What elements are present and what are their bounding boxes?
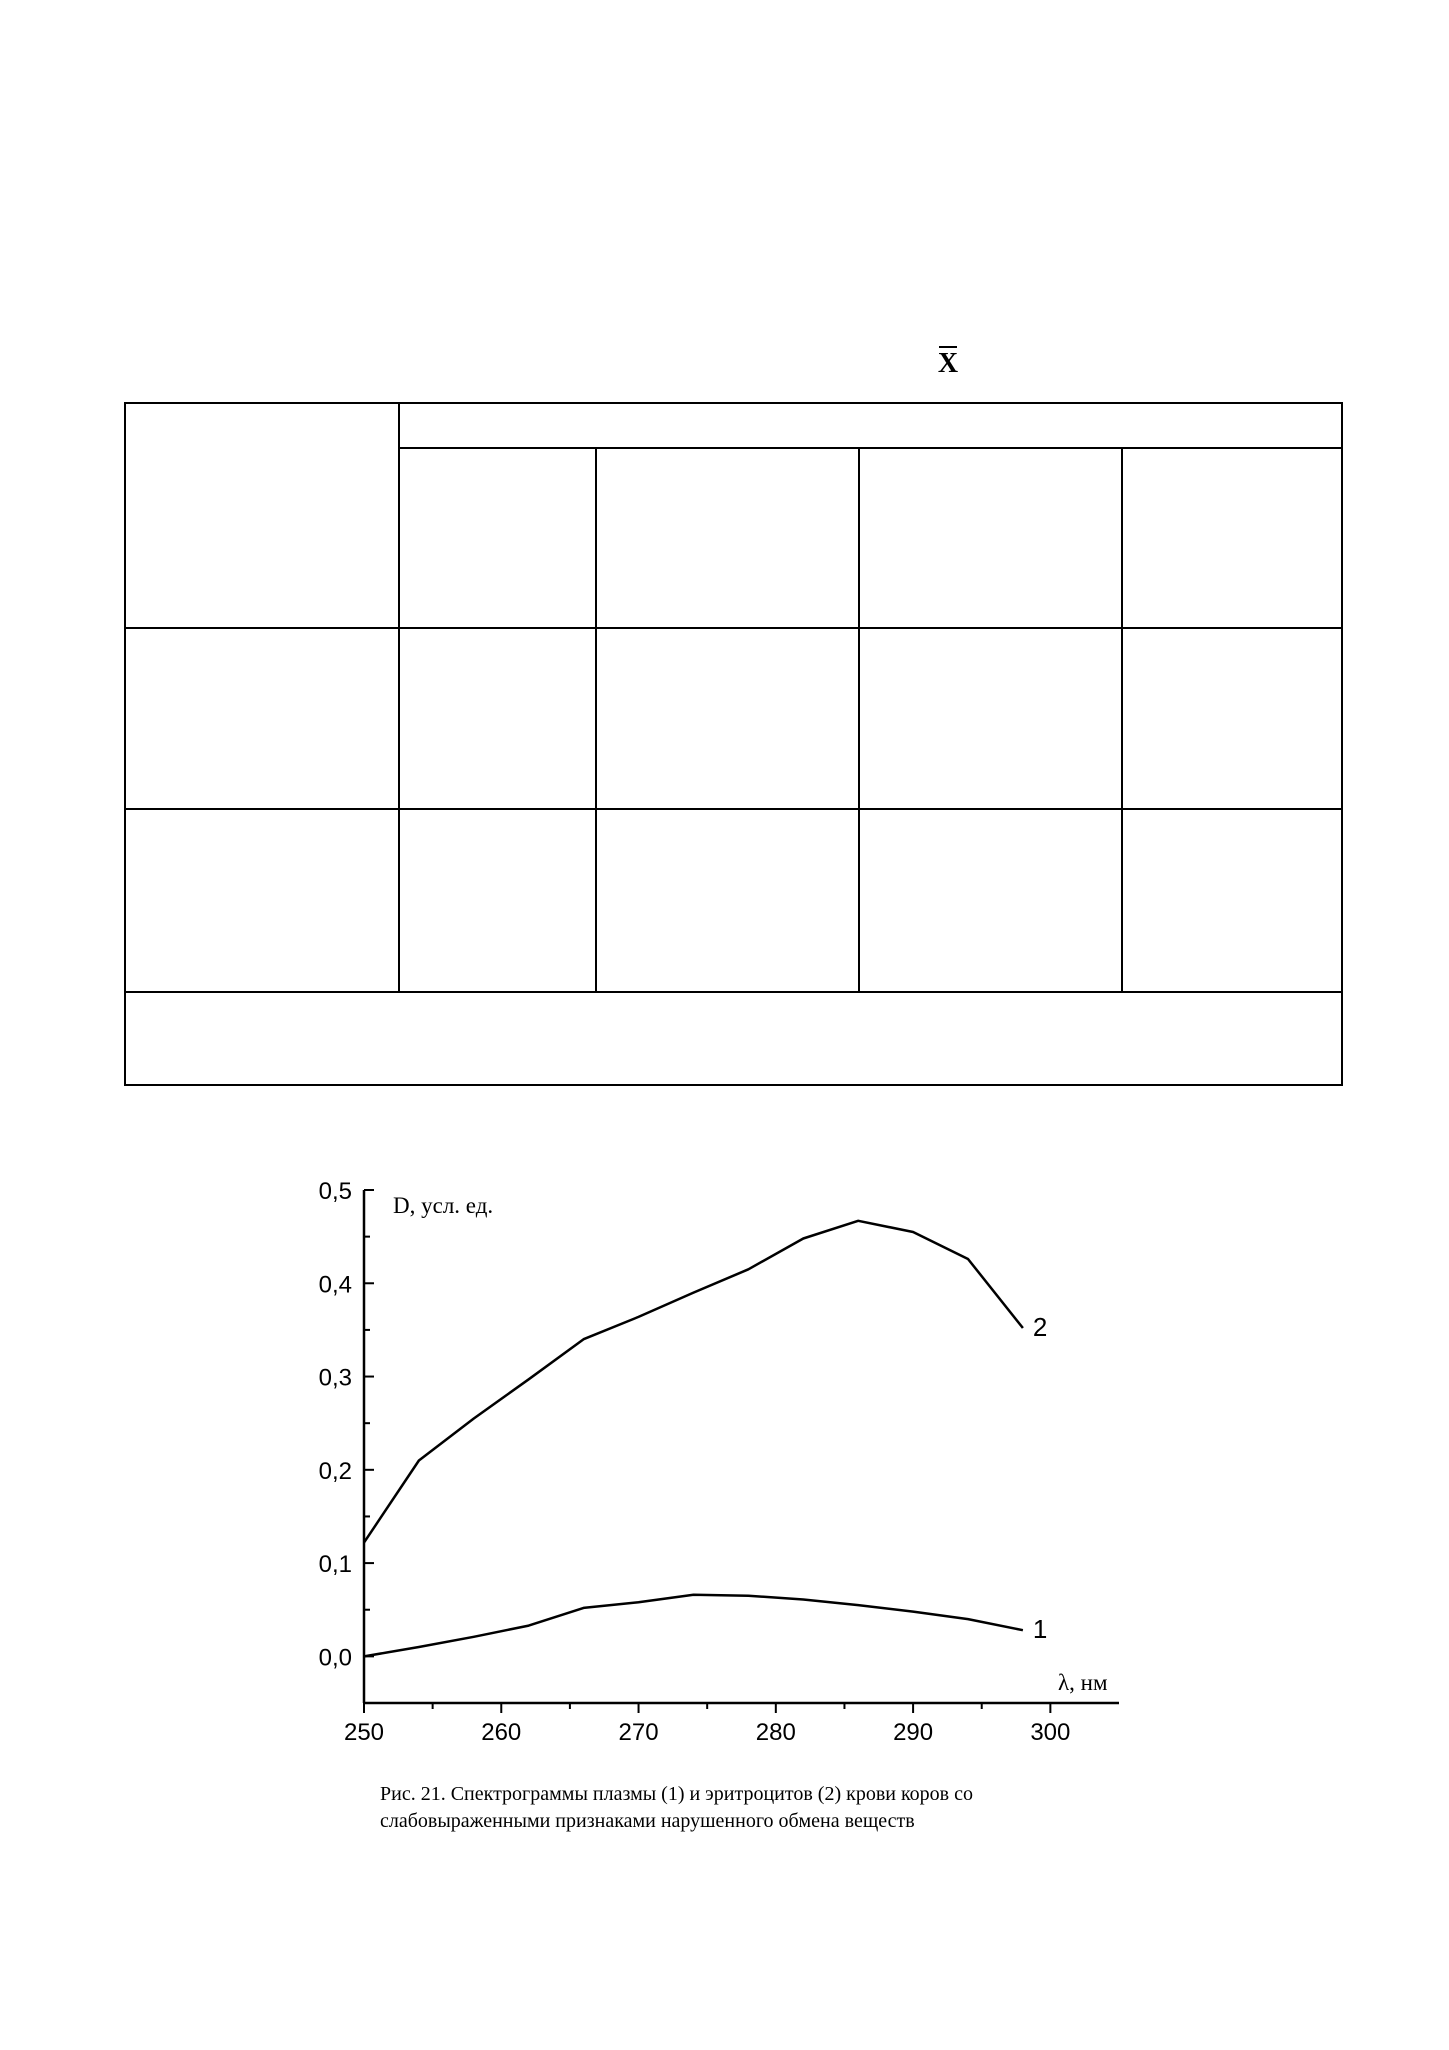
y-tick-label: 0,1 (318, 1551, 352, 1579)
table-cell (1122, 809, 1342, 992)
table-cell (596, 448, 859, 628)
chart-series (364, 1221, 1047, 1657)
data-table (124, 402, 1343, 1086)
x-tick-label: 280 (755, 1719, 796, 1746)
series-label-1: 1 (1032, 1614, 1048, 1645)
table-cell (125, 628, 399, 808)
x-tick-label: 270 (618, 1719, 659, 1746)
series-line-2 (364, 1221, 1023, 1543)
x-tick-label: 260 (481, 1719, 522, 1746)
table-cell (125, 403, 399, 628)
chart-ticks (319, 1178, 1071, 1746)
table-cell (1122, 628, 1342, 808)
caption-line-2: слабовыраженными признаками нарушенного обмена веществ (380, 1810, 915, 1832)
x-bar-symbol (936, 346, 960, 378)
table-cell (399, 628, 596, 808)
table-cell (1122, 448, 1342, 628)
y-tick-label: 0,3 (318, 1364, 352, 1392)
series-label-2: 2 (1032, 1312, 1048, 1343)
x-tick-label: 290 (893, 1719, 934, 1746)
table-cell (859, 809, 1122, 992)
series-line-1 (364, 1595, 1023, 1657)
y-tick-label: 0,4 (318, 1271, 352, 1299)
x-axis-label: λ, нм (1058, 1670, 1108, 1695)
table-cell (399, 809, 596, 992)
table-cell (596, 809, 859, 992)
caption-line-1: Рис. 21. Спектрограммы плазмы (1) и эритроцитов (2) крови коров со (380, 1783, 973, 1805)
table-cell (859, 448, 1122, 628)
table-cell (399, 403, 1342, 448)
table-cell (125, 809, 399, 992)
x-bar-letter: X (937, 348, 959, 379)
y-tick-label: 0,5 (318, 1178, 352, 1205)
spectrogram-chart (0, 1150, 1449, 1770)
figure-caption (380, 1781, 1180, 1835)
table-cell (125, 992, 1342, 1085)
table-cell (859, 628, 1122, 808)
y-tick-label: 0,2 (318, 1457, 352, 1485)
table-cell (399, 448, 596, 628)
y-tick-label: 0,0 (318, 1644, 352, 1672)
table-cell (596, 628, 859, 808)
x-tick-label: 250 (343, 1719, 385, 1746)
y-axis-label: D, усл. ед. (393, 1193, 494, 1218)
x-tick-label: 300 (1030, 1719, 1071, 1746)
